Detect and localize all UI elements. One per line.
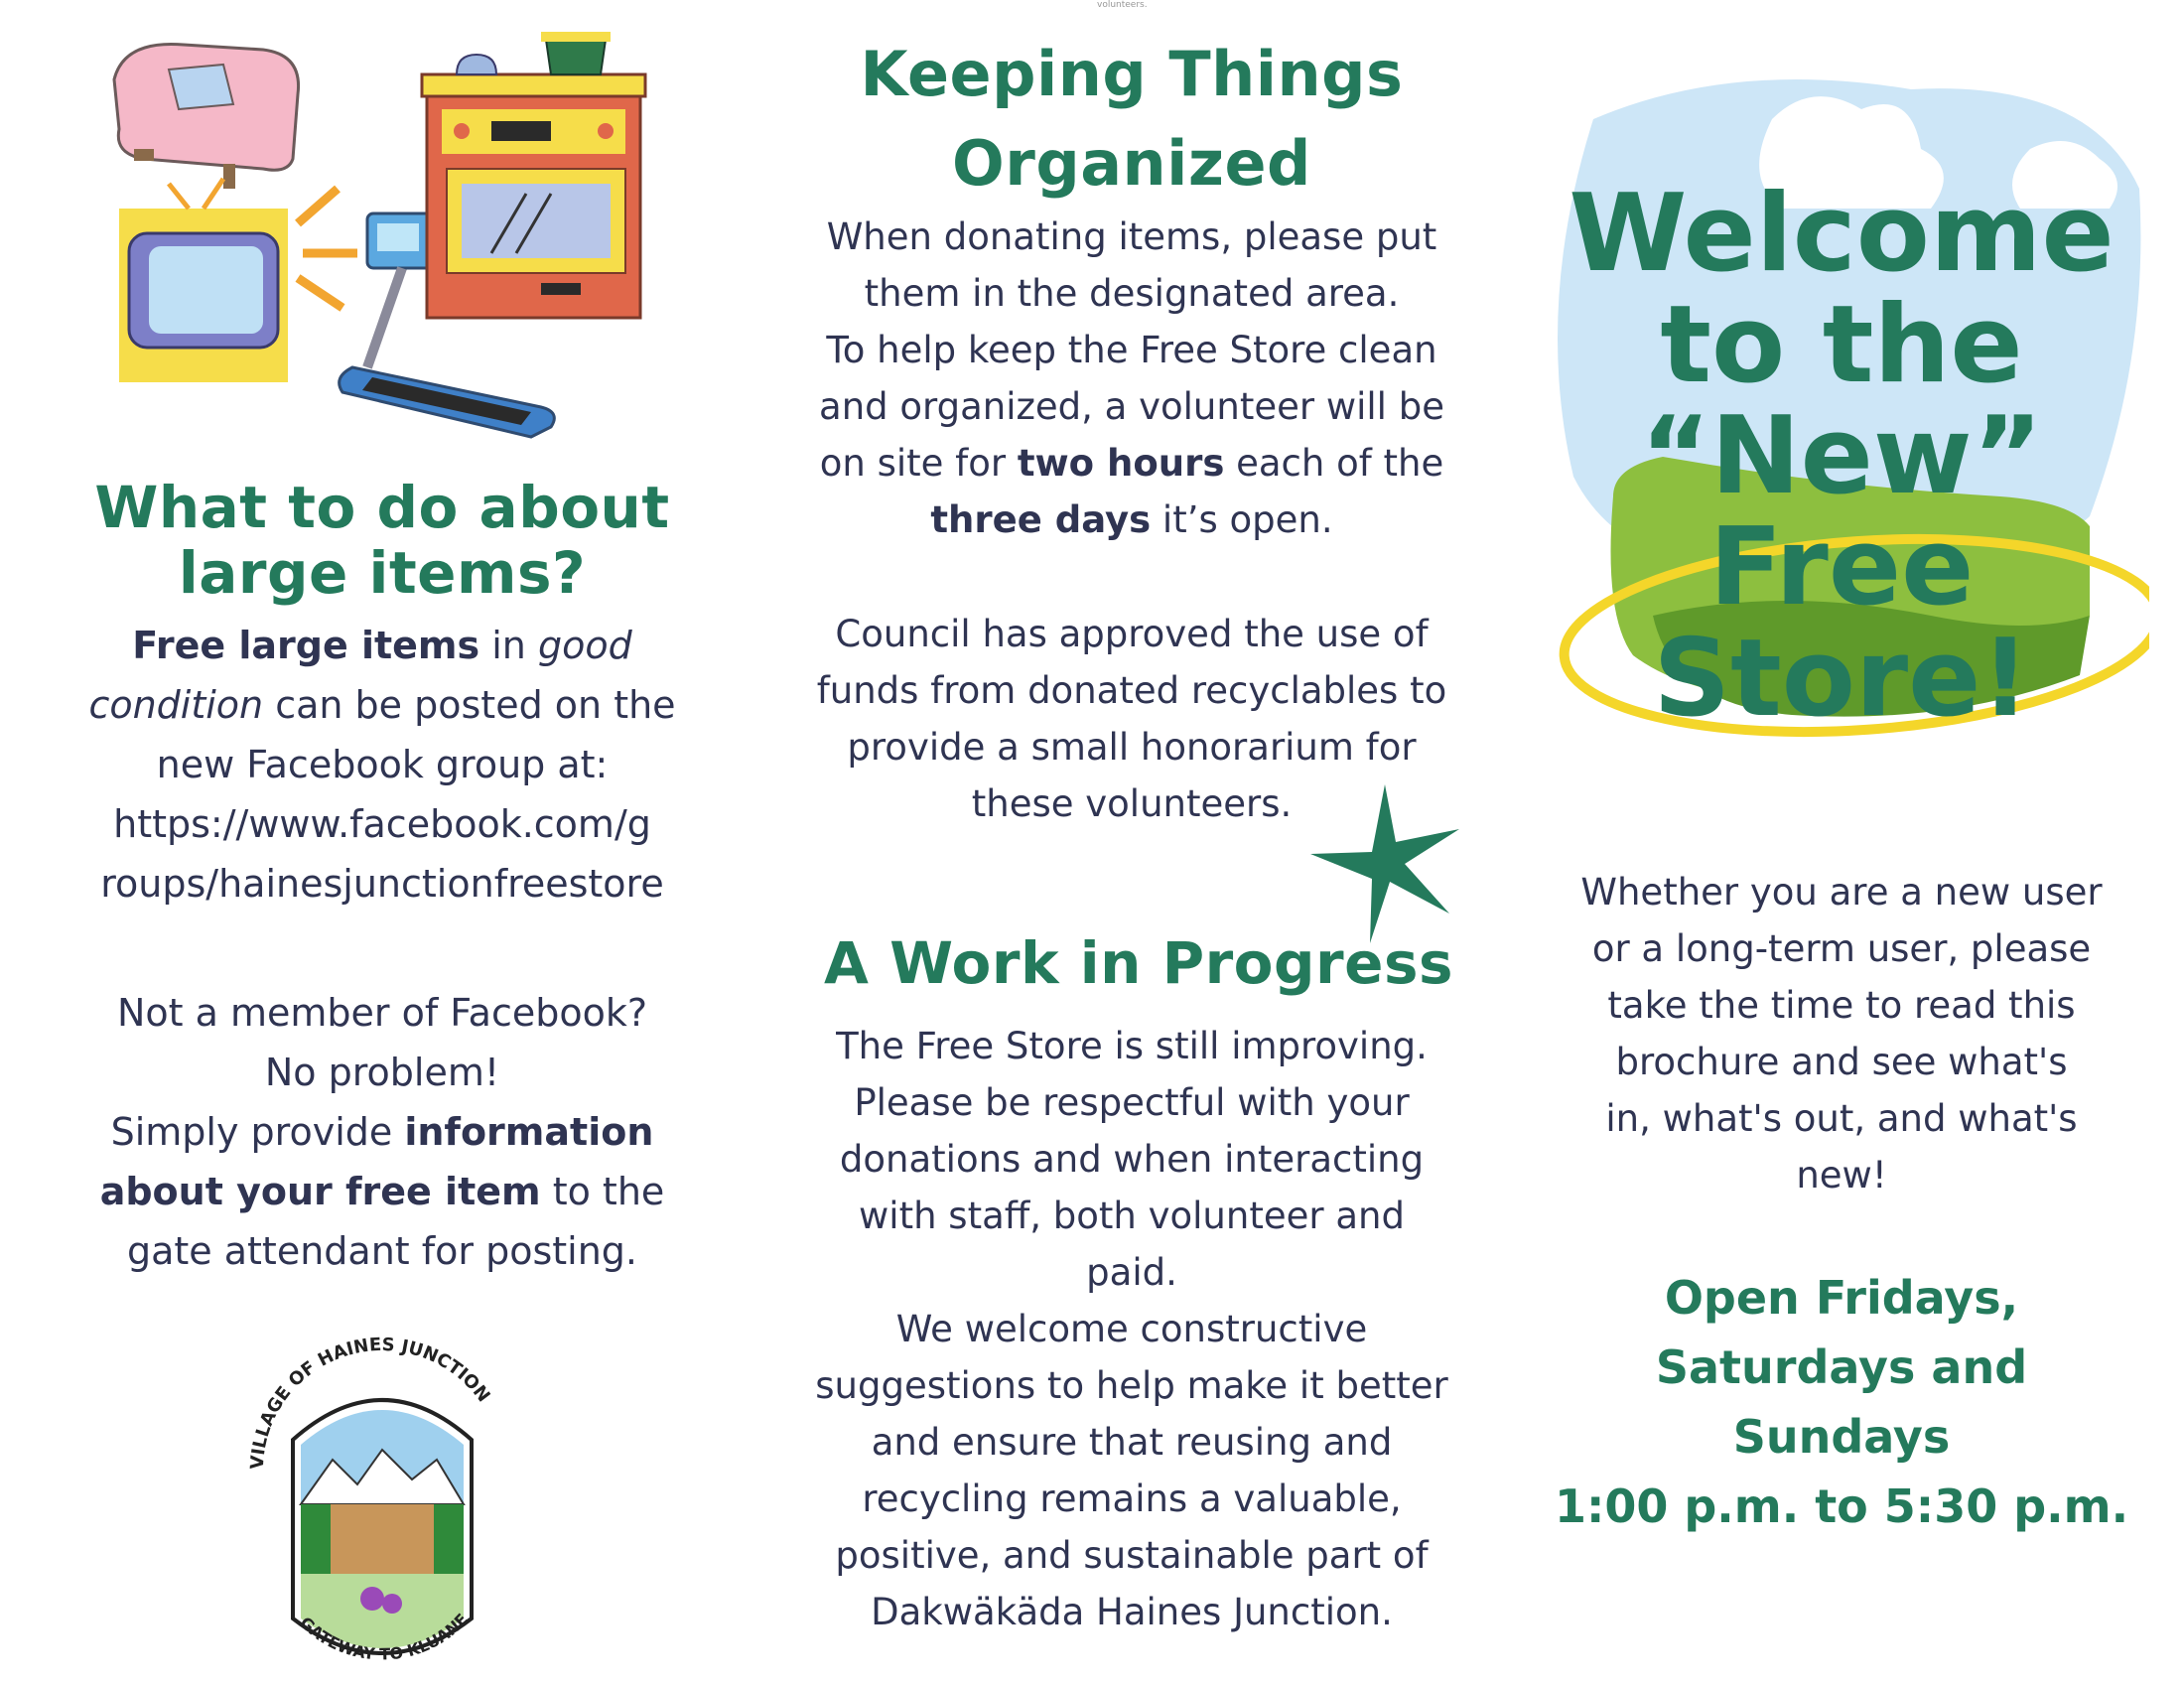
- welcome-title: [1544, 172, 2139, 741]
- progress-l5: paid.: [1086, 1251, 1177, 1294]
- organized-heading: [784, 30, 1479, 209]
- org-l2: them in the designated area.: [864, 272, 1400, 315]
- progress-l2: Please be respectful with your: [854, 1081, 1410, 1124]
- org-l6-post: it’s open.: [1151, 498, 1333, 541]
- welcome-title-l5: Store!: [1653, 617, 2030, 741]
- hours-l1: Open Fridays,: [1664, 1271, 2019, 1325]
- progress-l1: The Free Store is still improving.: [836, 1025, 1428, 1067]
- large-items-heading: What to do about large items?: [94, 474, 670, 607]
- hours-l3: Sundays: [1732, 1410, 1951, 1464]
- large-items-in: in: [479, 624, 538, 667]
- intro-l5: in, what's out, and what's: [1605, 1097, 2078, 1140]
- village-logo: [223, 1321, 541, 1688]
- progress-l7: suggestions to help make it better: [815, 1364, 1448, 1407]
- org-l5: [784, 435, 1479, 492]
- left-panel: [55, 0, 710, 1688]
- logo-top-text: VILLAGE OF HAINES JUNCTION: [246, 1334, 494, 1471]
- welcome-title-l3: “New”: [1640, 394, 2043, 518]
- tv-icon: [119, 179, 357, 382]
- progress-l9: recycling remains a valuable,: [862, 1477, 1402, 1520]
- fb-line4-bold: about your free item: [99, 1170, 541, 1213]
- intro-l4: brochure and see what's: [1615, 1041, 2068, 1083]
- progress-l4: with staff, both volunteer and: [859, 1195, 1405, 1237]
- intro-l6: new!: [1796, 1154, 1887, 1196]
- fb-line5: gate attendant for posting.: [126, 1229, 638, 1273]
- progress-heading: A Work in Progress: [824, 929, 1454, 997]
- opening-hours: [1544, 1263, 2139, 1541]
- organized-heading-line2: Organized: [952, 127, 1311, 200]
- council-l1: Council has approved the use of: [835, 613, 1429, 655]
- progress-l11: Dakwäkäda Haines Junction.: [871, 1591, 1393, 1633]
- org-l3: To help keep the Free Store clean: [826, 329, 1437, 371]
- org-l5-pre: on site for: [819, 442, 1018, 485]
- intro-text: [1544, 864, 2139, 1203]
- welcome-title-l2: to the: [1660, 283, 2023, 407]
- org-l5-bold: two hours: [1017, 442, 1225, 485]
- progress-text: [784, 1018, 1479, 1640]
- hours-l4: 1:00 p.m. to 5:30 p.m.: [1554, 1479, 2129, 1533]
- fb-line3-pre: Simply provide: [110, 1110, 405, 1154]
- council-l4: these volunteers.: [971, 782, 1293, 825]
- armchair-icon: [114, 44, 299, 189]
- stove-icon: [422, 32, 645, 318]
- fb-line4: [55, 1162, 710, 1221]
- council-l2: funds from donated recyclables to: [816, 669, 1447, 712]
- progress-l3: donations and when interacting: [839, 1138, 1425, 1181]
- star-icon: [1310, 784, 1459, 943]
- good-condition-text: good condition: [88, 624, 632, 727]
- top-note: volunteers.: [1097, 0, 1148, 10]
- organized-text: [784, 209, 1479, 548]
- fb-line3-bold: information: [404, 1110, 654, 1154]
- org-l6-bold: three days: [930, 498, 1152, 541]
- logo-bottom-text: GATEWAY TO KLUANE: [296, 1610, 473, 1664]
- appliances-illustration: [74, 10, 750, 457]
- facebook-url-line1[interactable]: https://www.facebook.com/g: [113, 802, 651, 846]
- council-l3: provide a small honorarium for: [847, 726, 1417, 769]
- fb-line2: No problem!: [264, 1051, 500, 1094]
- facebook-url-line2[interactable]: roups/hainesjunctionfreestore: [100, 862, 664, 906]
- hours-l2: Saturdays and: [1655, 1340, 2028, 1394]
- fb-line4-rest: to the: [540, 1170, 665, 1213]
- progress-l8: and ensure that reusing and: [871, 1421, 1393, 1464]
- org-l6: [784, 492, 1479, 548]
- facebook-instructions: [55, 983, 710, 1281]
- welcome-title-l1: Welcome: [1569, 172, 2115, 296]
- large-items-rest: can be posted on the new Facebook group at:: [156, 683, 676, 786]
- intro-l2: or a long-term user, please: [1591, 927, 2092, 970]
- organized-heading-line1: Keeping Things: [860, 38, 1404, 110]
- welcome-title-l4: Free: [1708, 505, 1975, 630]
- progress-l10: positive, and sustainable part of: [835, 1534, 1429, 1577]
- middle-panel: [784, 0, 1479, 1688]
- large-items-text: [55, 616, 710, 914]
- org-l1: When donating items, please put: [826, 215, 1437, 258]
- large-items-bold-lead: Free large items: [132, 624, 480, 667]
- fb-line1: Not a member of Facebook?: [116, 991, 648, 1035]
- fb-line3: [55, 1102, 710, 1162]
- org-l4: and organized, a volunteer will be: [819, 385, 1444, 428]
- intro-l3: take the time to read this: [1607, 984, 2076, 1027]
- intro-l1: Whether you are a new user: [1580, 871, 2103, 914]
- progress-l6: We welcome constructive: [895, 1308, 1368, 1350]
- org-l5-post: each of the: [1224, 442, 1444, 485]
- right-panel: [1544, 0, 2139, 1688]
